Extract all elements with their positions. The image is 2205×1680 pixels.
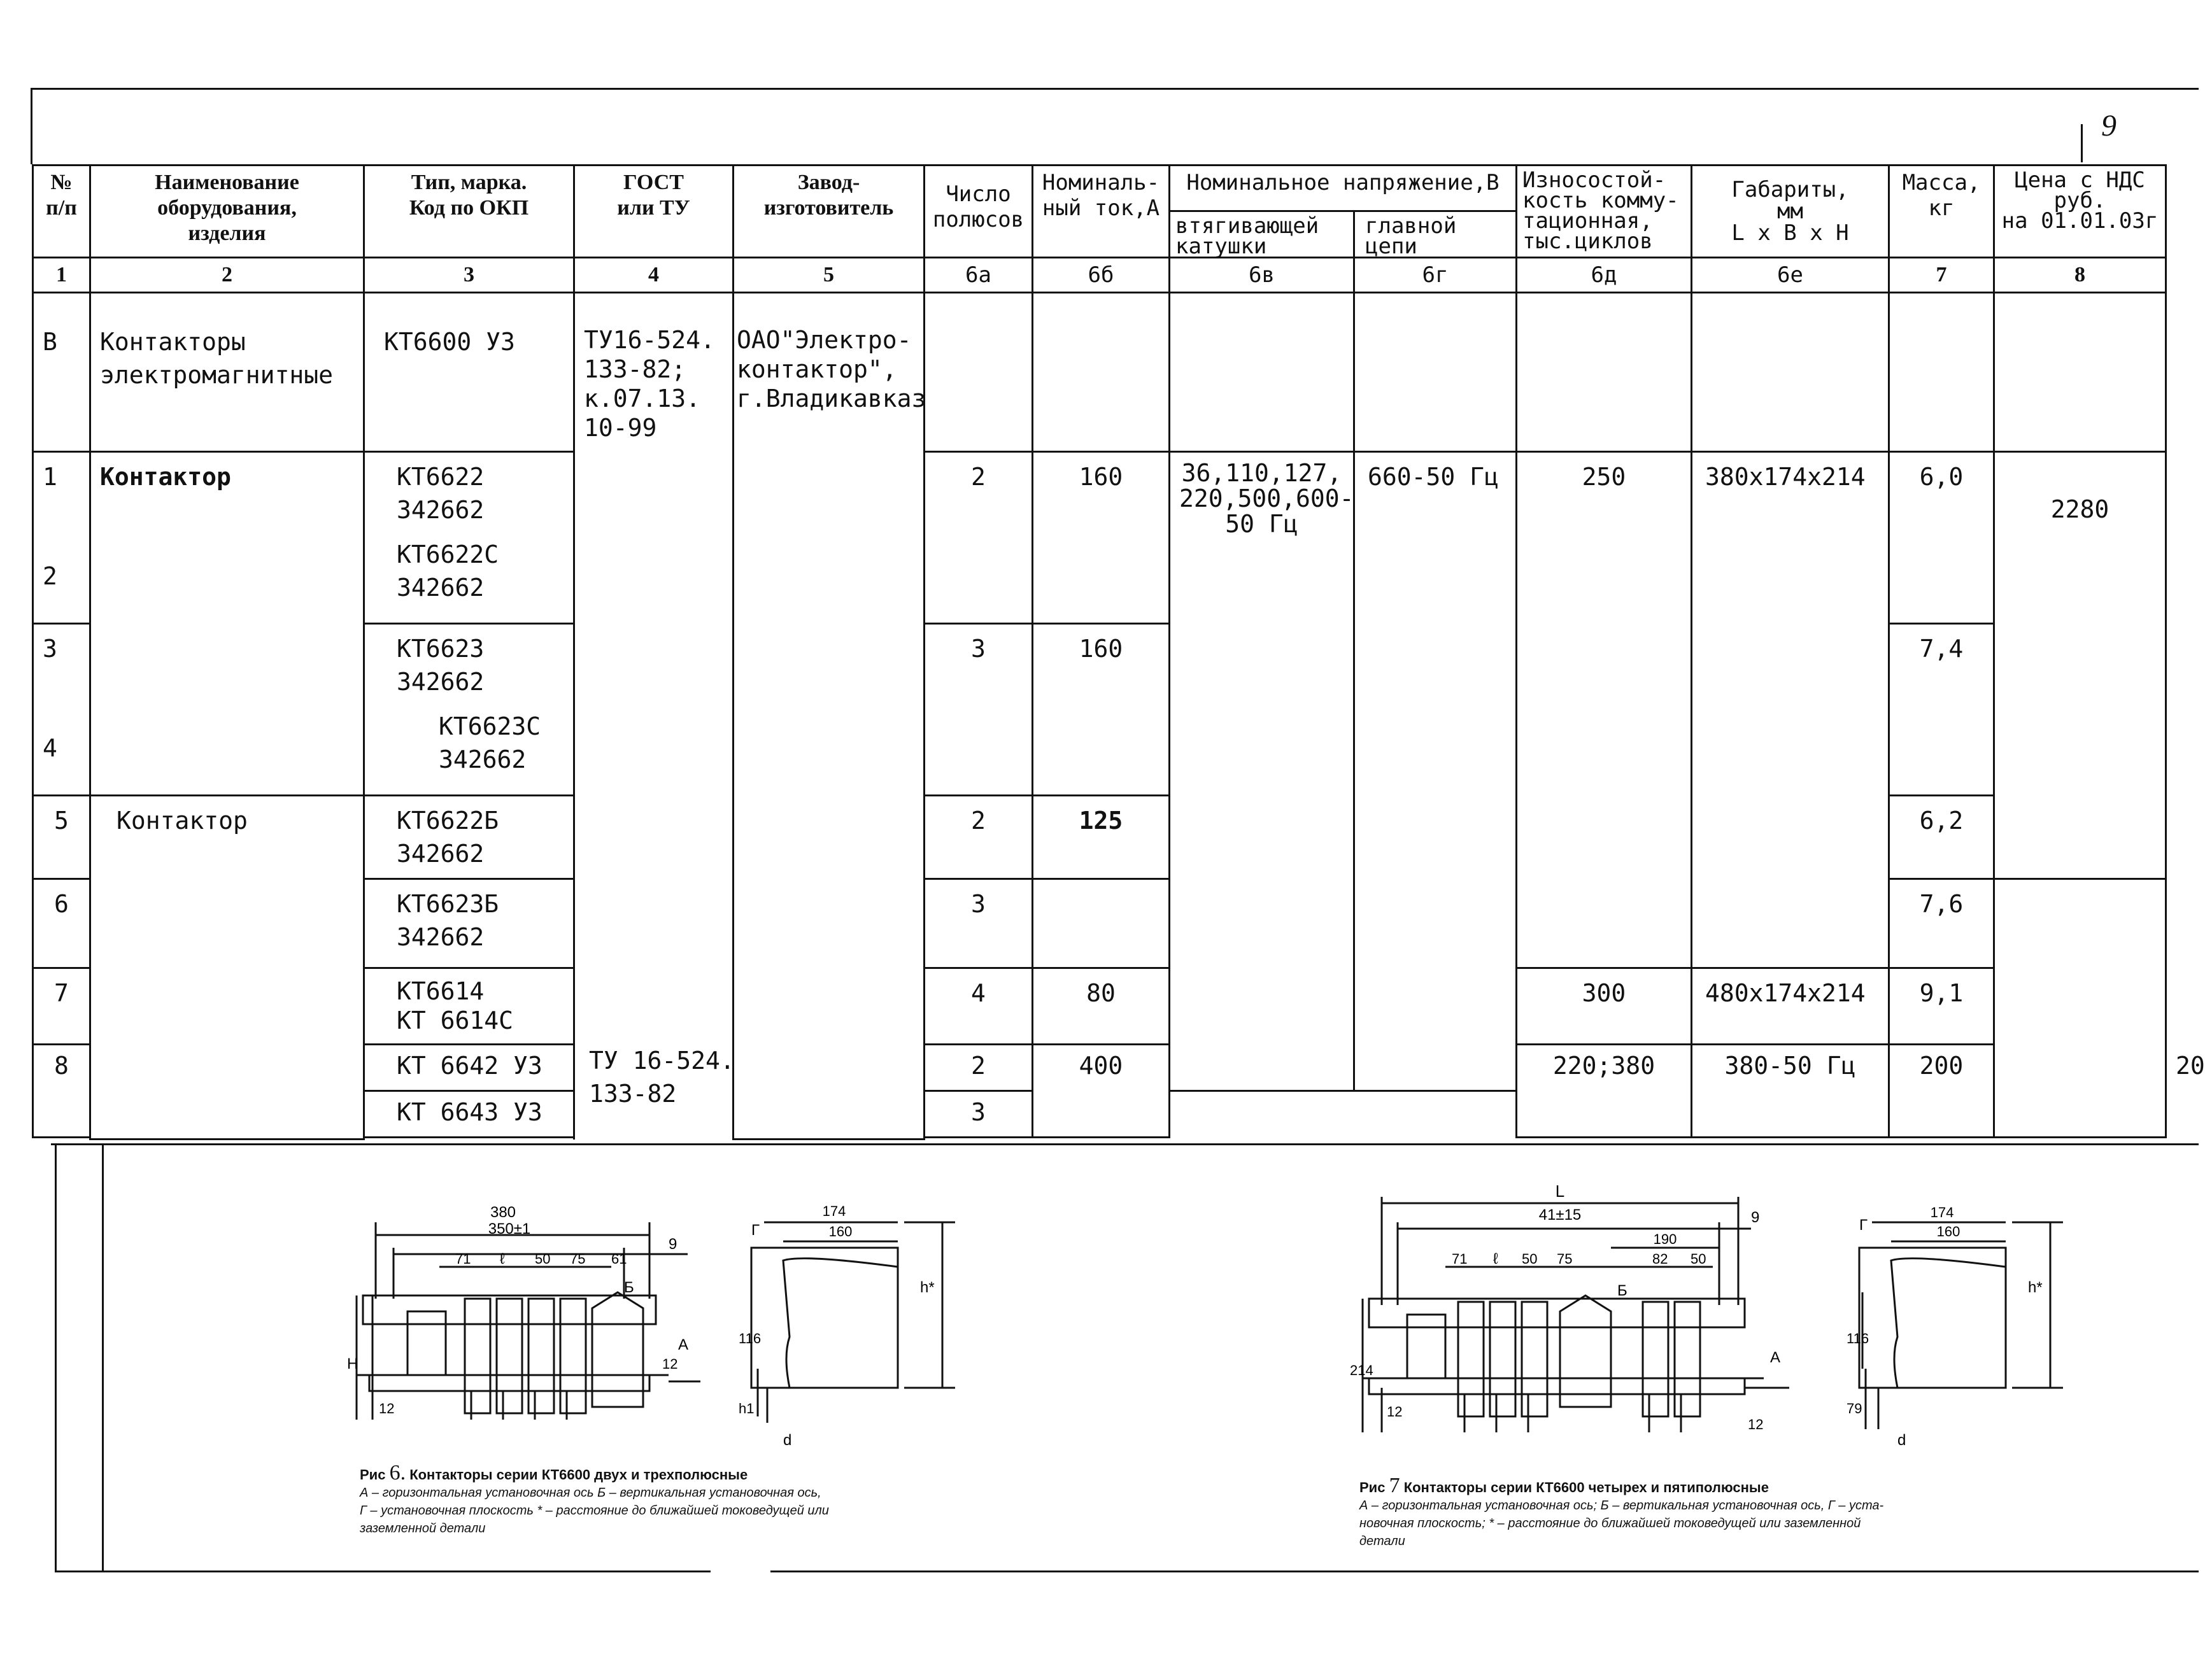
fig6-dim-9: 9 bbox=[669, 1236, 677, 1253]
col-num: 1 bbox=[33, 258, 90, 293]
figure-7-title: Контакторы серии КТ6600 четырех и пятиполюсные bbox=[1403, 1479, 1769, 1495]
row-price: 2280 bbox=[2050, 495, 2109, 523]
fig6-dim-61: 61 bbox=[611, 1251, 627, 1267]
col-num: 3 bbox=[364, 258, 574, 293]
section-type: КТ6600 УЗ bbox=[384, 328, 515, 356]
col-num: 7 bbox=[1889, 258, 1994, 293]
header-dims: Габариты, мм L x B x H bbox=[1692, 166, 1889, 258]
col-num: 4 bbox=[574, 258, 734, 293]
col-num: 5 bbox=[734, 258, 925, 293]
row-name: Контактор bbox=[117, 807, 248, 835]
page-number: 9 bbox=[2101, 109, 2116, 143]
row-no: 5 bbox=[54, 807, 69, 835]
row-coil: 36,110,127, 220,500,600- 50 Гц bbox=[1179, 459, 1354, 538]
header-price: Цена с НДС руб. на 01.01.03г bbox=[1994, 166, 2166, 258]
figure-6-caption bbox=[360, 1461, 971, 1537]
row-no: 6 bbox=[54, 890, 69, 918]
fig6-dim-75: 75 bbox=[570, 1251, 586, 1267]
column-numbers-row bbox=[33, 258, 2166, 293]
fig7-label-b: Б bbox=[1617, 1282, 1627, 1299]
fig7-dim-160: 160 bbox=[1936, 1224, 1960, 1239]
row-wear: 250 bbox=[1582, 463, 1626, 491]
row-wear: 300 bbox=[1582, 979, 1626, 1007]
fig6-dim-12b: 12 bbox=[662, 1356, 678, 1372]
fig7-dim-h: h* bbox=[2028, 1279, 2043, 1296]
fig7-dim-l-small: ℓ bbox=[1493, 1250, 1498, 1267]
header-maker: Завод- изготовитель bbox=[734, 166, 925, 258]
frame-bottom-right bbox=[770, 1571, 2199, 1572]
col-num: 6а bbox=[925, 258, 1033, 293]
fig7-dim-41: 41±15 bbox=[1538, 1206, 1582, 1224]
fig6-dim-160: 160 bbox=[828, 1224, 853, 1239]
frame-left bbox=[31, 88, 32, 164]
frame-inner-left bbox=[102, 1143, 104, 1572]
header-name: Наименование оборудования, изделия bbox=[90, 166, 364, 258]
row-main: 380-50 Гц bbox=[1724, 1052, 1856, 1080]
figure-6-drawing bbox=[344, 1197, 981, 1464]
row-mass: 20 bbox=[2176, 1052, 2205, 1080]
row-mass: 9,1 bbox=[1919, 979, 1964, 1007]
figure-7-caption bbox=[1359, 1474, 1996, 1550]
fig7-label-d: d bbox=[1897, 1432, 1906, 1449]
col-num: 2 bbox=[90, 258, 364, 293]
figure-7-text: А – горизонтальная установочная ось; Б – вертикальная установочная ось, Г – уста- новочная плоскость; * – расстояние до ближайшей токоведущей или заземленной детали bbox=[1359, 1499, 1884, 1548]
fig7-dim-12a: 12 bbox=[1387, 1404, 1403, 1420]
row-poles: 3 bbox=[971, 1098, 986, 1126]
row-wear: 200 bbox=[1919, 1052, 1964, 1080]
fig7-dim-50: 50 bbox=[1522, 1251, 1538, 1267]
header-coil: втягивающей катушки bbox=[1170, 211, 1354, 258]
row-poles: 2 bbox=[971, 807, 986, 835]
figure-7-drawing bbox=[1331, 1178, 2159, 1471]
header-no: № п/п bbox=[33, 166, 90, 258]
row-no: 7 bbox=[54, 979, 69, 1007]
row-no: 3 bbox=[43, 635, 57, 663]
row-no: 4 bbox=[43, 734, 57, 762]
row-coil: 220;380 bbox=[1552, 1052, 1656, 1080]
row-type: КТ6623 342662 bbox=[397, 635, 485, 696]
fig7-dim-116: 116 bbox=[1847, 1331, 1869, 1346]
row-type: КТ6614 КТ 6614С bbox=[397, 977, 514, 1034]
section-maker: ОАО"Электро- контактор", г.Владикавказ bbox=[737, 326, 926, 413]
col-num: 6е bbox=[1692, 258, 1889, 293]
row-name: Контактор bbox=[100, 463, 231, 491]
fig6-dim-h1: h1 bbox=[739, 1401, 755, 1416]
fig6-dim-380: 380 bbox=[490, 1204, 516, 1221]
row-mass: 6,0 bbox=[1919, 463, 1964, 491]
fig7-dim-9: 9 bbox=[1751, 1209, 1760, 1226]
header-type: Тип, марка. Код по ОКП bbox=[364, 166, 574, 258]
header-poles: Число полюсов bbox=[925, 166, 1033, 258]
row-poles: 4 bbox=[971, 979, 986, 1007]
figure-6-prefix: Рис bbox=[360, 1467, 386, 1483]
fig6-label-b: Б bbox=[624, 1279, 634, 1296]
row-type: КТ 6643 УЗ bbox=[397, 1098, 542, 1126]
row-no: 8 bbox=[54, 1052, 69, 1080]
fig7-dim-l: L bbox=[1555, 1182, 1565, 1201]
fig6-dim-71: 71 bbox=[455, 1251, 471, 1267]
figure-7-number: 7 bbox=[1389, 1474, 1400, 1497]
fig7-dim-190: 190 bbox=[1653, 1231, 1677, 1247]
row-current: 80 bbox=[1086, 979, 1116, 1007]
fig7-dim-214: 214 bbox=[1350, 1362, 1373, 1378]
figure-7-prefix: Рис bbox=[1359, 1479, 1386, 1495]
row-type: КТ6623Б 342662 bbox=[397, 890, 499, 951]
col-num: 8 bbox=[1994, 258, 2166, 293]
header-gost: ГОСТ или ТУ bbox=[574, 166, 734, 258]
frame-top bbox=[31, 88, 2199, 90]
fig7-dim-12b: 12 bbox=[1748, 1416, 1764, 1432]
col-num: 6в bbox=[1170, 258, 1354, 293]
frame-left-lower bbox=[55, 1143, 57, 1572]
row8-gost: ТУ 16-524. 133-82 bbox=[589, 1047, 735, 1108]
row-poles: 2 bbox=[971, 463, 986, 491]
fig7-dim-174: 174 bbox=[1930, 1204, 1954, 1220]
table-row-section bbox=[33, 293, 2166, 452]
row-type: КТ6623С 342662 bbox=[439, 712, 541, 773]
row-type: КТ 6642 УЗ bbox=[397, 1052, 542, 1080]
fig7-dim-50b: 50 bbox=[1691, 1251, 1706, 1267]
figure-6-text: А – горизонтальная установочная ось Б – вертикальная установочная ось, Г – установочная плоскость * – расстояние до ближайшей токоведущей или заземленной детали bbox=[360, 1486, 829, 1535]
fig7-dim-79: 79 bbox=[1847, 1401, 1862, 1416]
row-mass: 6,2 bbox=[1919, 807, 1964, 835]
fig7-dim-82: 82 bbox=[1652, 1251, 1668, 1267]
fig6-dim-174: 174 bbox=[822, 1203, 846, 1219]
fig6-dim-l: ℓ bbox=[500, 1250, 505, 1267]
row-dims: 380x174x214 bbox=[1705, 463, 1866, 491]
fig7-dim-75: 75 bbox=[1557, 1251, 1573, 1267]
header-current: Номиналь- ный ток,А bbox=[1033, 166, 1170, 258]
row-mass: 7,6 bbox=[1919, 890, 1964, 918]
row-main: 660-50 Гц bbox=[1368, 463, 1499, 491]
fig6-dim-h: h* bbox=[920, 1279, 935, 1296]
row-current: 160 bbox=[1079, 463, 1123, 491]
table-row bbox=[33, 452, 2166, 624]
row-poles: 3 bbox=[971, 890, 986, 918]
header-mass: Масса, кг bbox=[1889, 166, 1994, 258]
fig7-label-a: А bbox=[1770, 1349, 1781, 1366]
figure-6-title: Контакторы серии КТ6600 двух и трехполюсные bbox=[409, 1467, 748, 1483]
col-num: 6г bbox=[1354, 258, 1517, 293]
fig6-label-d: d bbox=[783, 1432, 792, 1449]
header-main-circuit: главной цепи bbox=[1354, 211, 1517, 258]
fig7-dim-71: 71 bbox=[1452, 1251, 1468, 1267]
row-type: КТ6622С 342662 bbox=[397, 540, 499, 602]
fig6-label-a: А bbox=[678, 1336, 689, 1353]
row-no: 1 bbox=[43, 463, 57, 491]
fig6-dim-12a: 12 bbox=[379, 1401, 395, 1416]
section-name: Контакторы электромагнитные bbox=[100, 328, 334, 389]
row-type: КТ6622 342662 bbox=[397, 463, 485, 524]
col-num: 6д bbox=[1517, 258, 1692, 293]
row-mass: 7,4 bbox=[1919, 635, 1964, 663]
fig7-label-g: Г bbox=[1859, 1217, 1868, 1234]
col-num: 6б bbox=[1033, 258, 1170, 293]
fig6-dim-50: 50 bbox=[535, 1251, 551, 1267]
row-current: 400 bbox=[1079, 1052, 1123, 1080]
row-current: 160 bbox=[1079, 635, 1123, 663]
row-no: 2 bbox=[43, 562, 57, 590]
fig6-label-h: Н bbox=[347, 1355, 358, 1373]
fig6-dim-350: 350±1 bbox=[488, 1220, 531, 1238]
figure-6-number: 6. bbox=[389, 1461, 406, 1485]
row-poles: 3 bbox=[971, 635, 986, 663]
frame-bottom bbox=[55, 1571, 711, 1572]
page-num-divider bbox=[2081, 124, 2083, 162]
row-type: КТ6622Б 342662 bbox=[397, 807, 499, 868]
equipment-table bbox=[32, 164, 2205, 1140]
fig6-dim-116: 116 bbox=[739, 1331, 762, 1346]
row-current: 125 bbox=[1079, 807, 1123, 835]
row-poles: 2 bbox=[971, 1052, 986, 1080]
header-wear: Износостой- кость комму- тационная, тыс.циклов bbox=[1517, 166, 1692, 258]
header-voltage: Номинальное напряжение,В bbox=[1170, 166, 1517, 211]
fig6-label-g: Г bbox=[751, 1222, 760, 1239]
section-no: В bbox=[43, 328, 57, 356]
row-dims: 480x174x214 bbox=[1705, 979, 1866, 1007]
section-gost: ТУ16-524. 133-82; к.07.13. 10-99 bbox=[584, 326, 715, 442]
frame-mid bbox=[51, 1143, 2199, 1145]
